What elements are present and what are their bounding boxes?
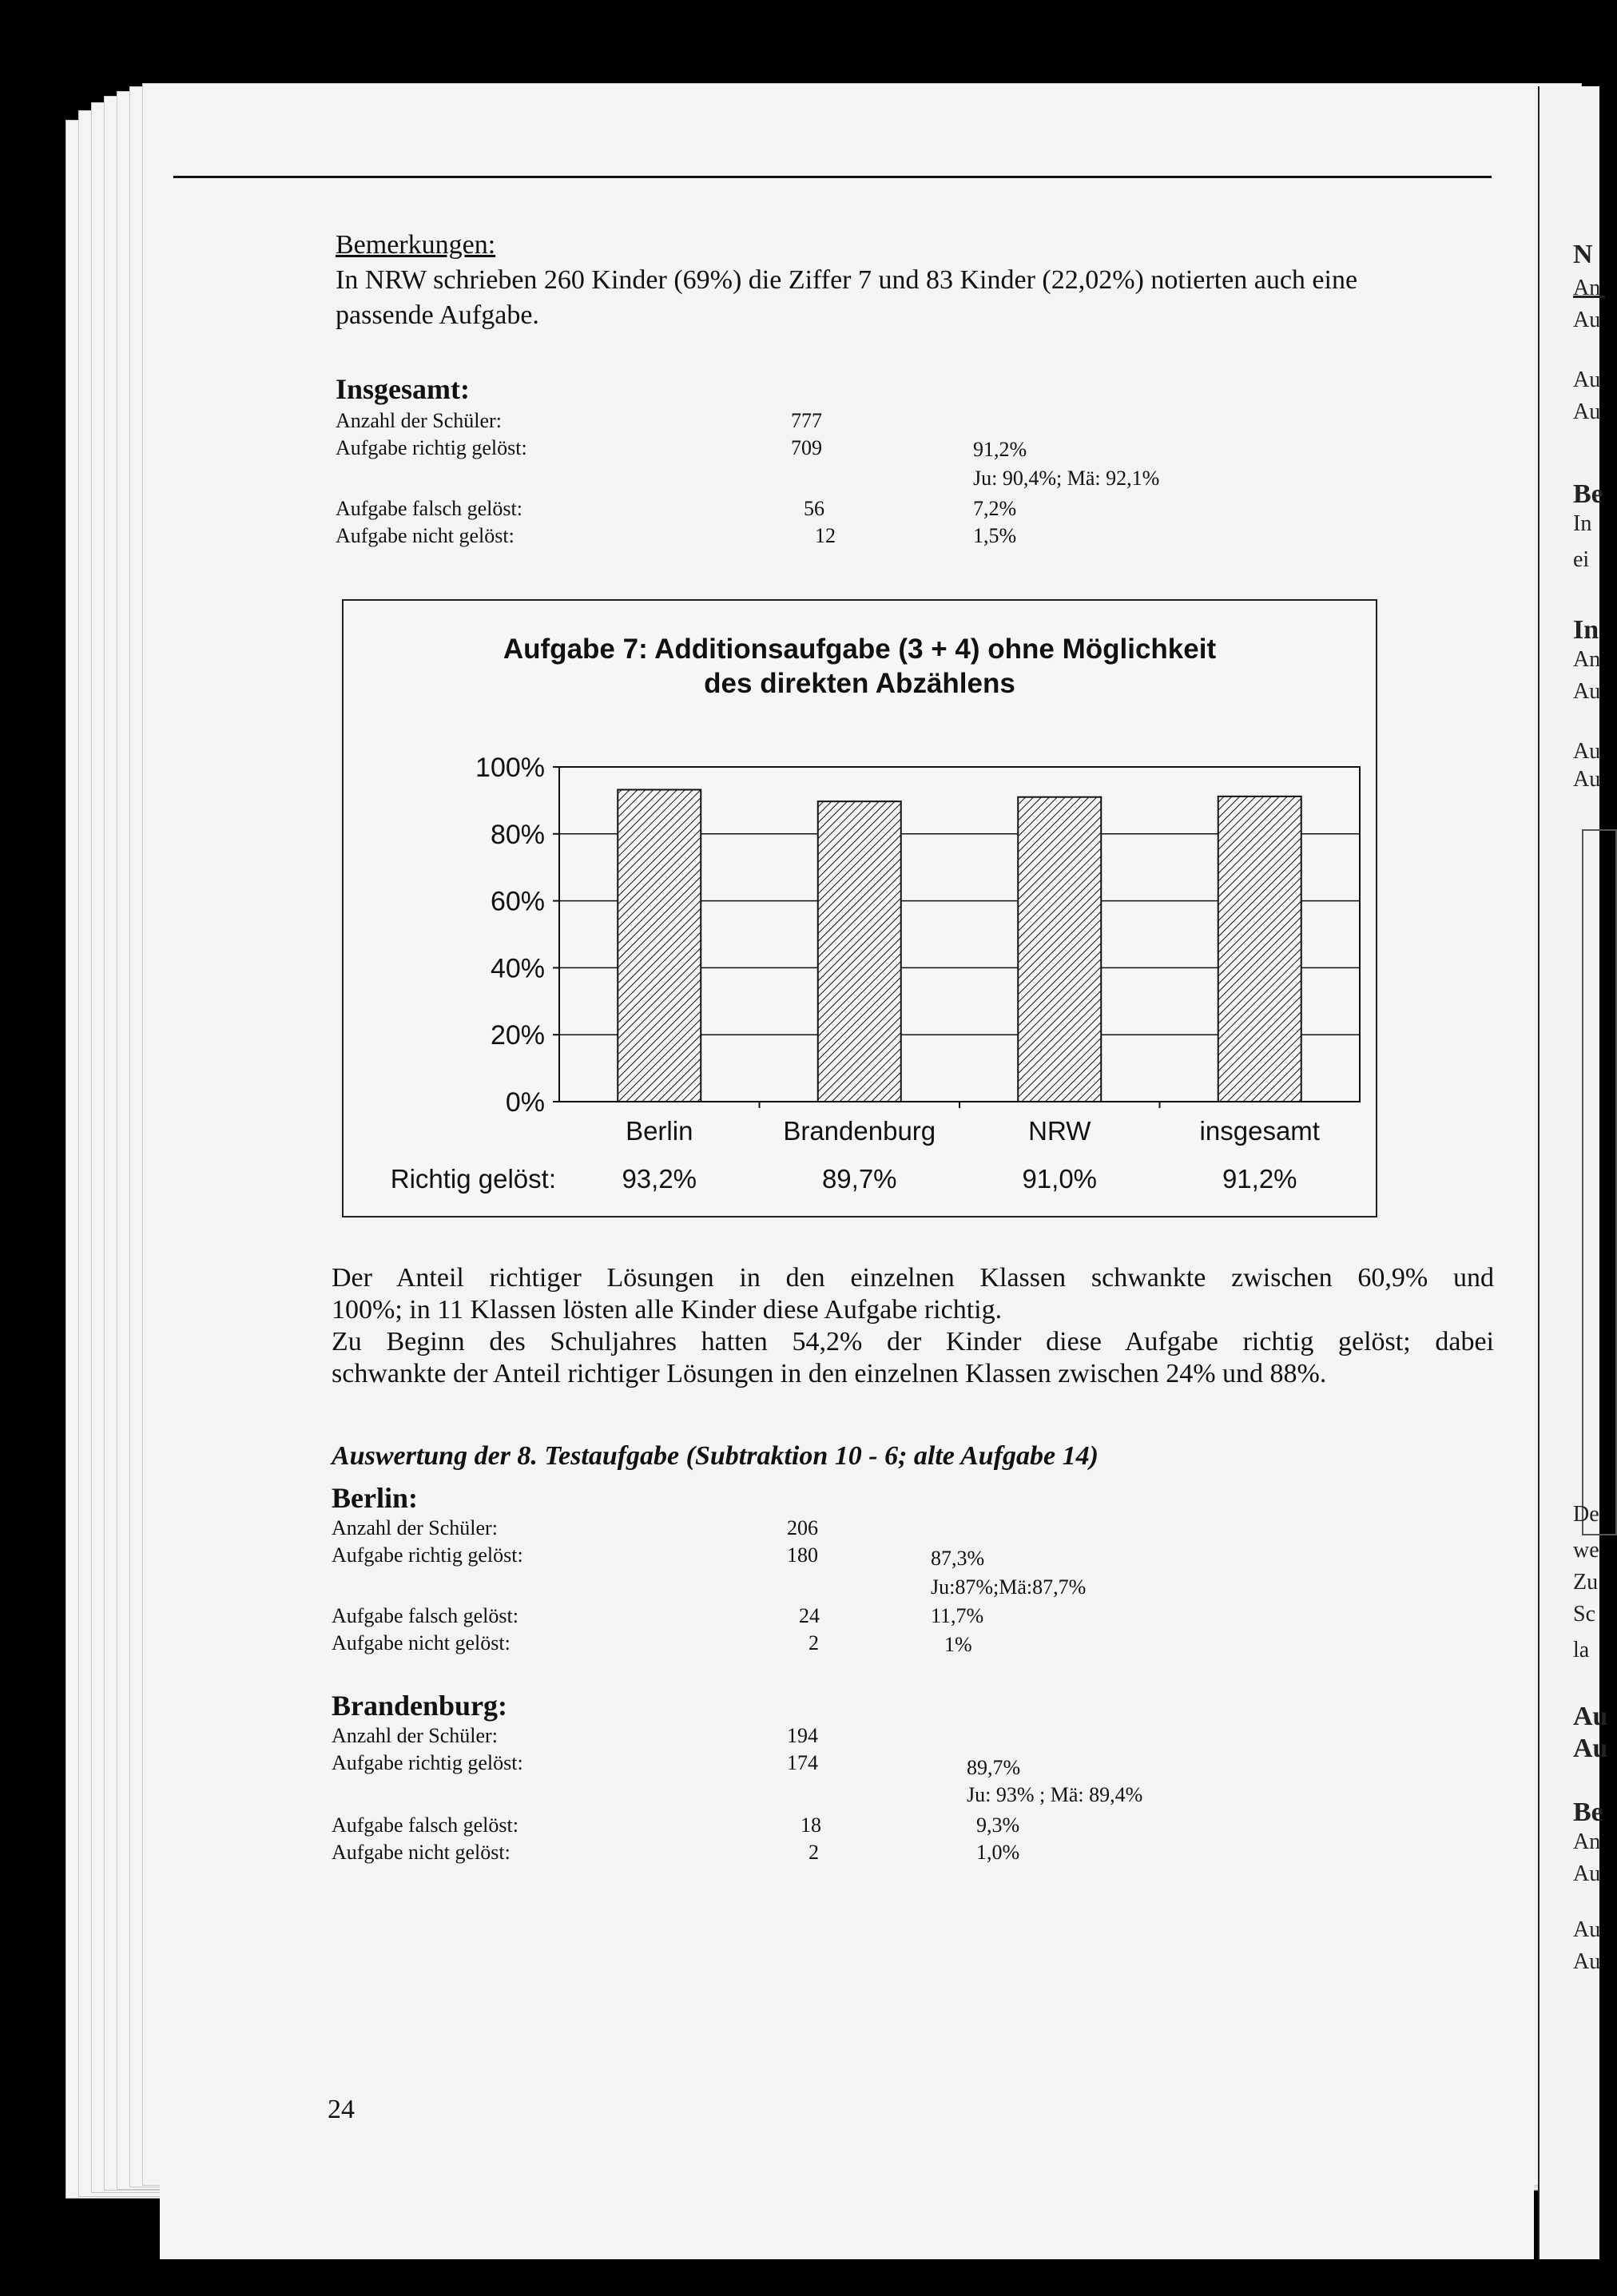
- row-label: Aufgabe richtig gelöst:: [332, 1751, 523, 1774]
- plot-area: [391, 753, 1360, 1194]
- facing-page-fragment: ei: [1573, 547, 1590, 572]
- row-count: 2: [808, 1631, 819, 1654]
- row-percent: 87,3%: [931, 1547, 985, 1570]
- facing-page-fragment: In: [1573, 615, 1599, 645]
- row-count: 709: [791, 436, 822, 459]
- row-count: 56: [804, 497, 824, 520]
- row-label: Anzahl der Schüler:: [336, 409, 502, 432]
- facing-page-fragment: Au: [1573, 399, 1601, 424]
- row-gender-split: Ju: 90,4%; Mä: 92,1%: [973, 467, 1160, 490]
- facing-page-fragment: An: [1573, 276, 1601, 300]
- y-tick-label: 80%: [490, 819, 545, 850]
- row-percent: 9,3%: [976, 1813, 1020, 1837]
- brandenburg-heading: Brandenburg:: [332, 1690, 508, 1722]
- facing-page-fragment: la: [1573, 1638, 1590, 1662]
- facing-page-fragment: Au: [1573, 1861, 1601, 1886]
- row-count: 18: [801, 1813, 821, 1837]
- facing-page-fragment: In: [1573, 511, 1592, 536]
- row-count: 2: [808, 1841, 819, 1864]
- row-percent: 7,2%: [973, 497, 1017, 520]
- page-number: 24: [328, 2095, 355, 2124]
- remarks-heading: Bemerkungen:: [336, 230, 496, 260]
- row-percent: 91,2%: [973, 438, 1027, 461]
- data-label: 93,2%: [622, 1164, 697, 1194]
- facing-page-fragment: Sc: [1573, 1602, 1595, 1627]
- header-rule: [173, 176, 1492, 178]
- category-label: Berlin: [626, 1116, 693, 1146]
- data-label: 91,2%: [1222, 1164, 1297, 1194]
- facing-page-fragment: Be: [1573, 479, 1603, 509]
- bar-chart: [344, 601, 1376, 1216]
- facing-page-fragment: Au: [1573, 1949, 1601, 1974]
- facing-page-fragment: Au: [1573, 739, 1601, 764]
- chart-title: des direkten Abzählens: [704, 668, 1015, 699]
- berlin-heading: Berlin:: [332, 1482, 418, 1514]
- facing-page-fragment: Au: [1573, 1702, 1608, 1731]
- data-label: 89,7%: [821, 1164, 897, 1194]
- chart-frame-edge: [1582, 829, 1617, 1535]
- row-gender-split: Ju:87%;Mä:87,7%: [931, 1575, 1087, 1599]
- facing-page-fragment: De: [1573, 1502, 1599, 1527]
- facing-page-fragment: Au: [1573, 1734, 1608, 1763]
- chart-title: Aufgabe 7: Additionsaufgabe (3 + 4) ohne Möglichkeit: [503, 634, 1217, 665]
- facing-page-fragment: Zu: [1573, 1570, 1599, 1595]
- y-tick-label: 20%: [490, 1020, 545, 1051]
- bar: [1218, 796, 1301, 1102]
- facing-page-fragment: Be: [1573, 1797, 1603, 1827]
- bar: [818, 801, 901, 1102]
- y-tick-label: 60%: [490, 886, 545, 917]
- row-label: Anzahl der Schüler:: [332, 1724, 498, 1747]
- row-label: Aufgabe richtig gelöst:: [336, 436, 527, 459]
- chart-frame: [342, 599, 1377, 1218]
- paragraph-line: Zu Beginn des Schuljahres hatten 54,2% der Kinder diese Aufgabe richtig gelöst; dabei: [332, 1327, 1494, 1357]
- remarks-line: passende Aufgabe.: [336, 300, 539, 330]
- row-percent: 1,5%: [973, 524, 1017, 547]
- row-percent: 89,7%: [967, 1756, 1021, 1779]
- facing-page: [1538, 86, 1608, 2259]
- facing-page-fragment: Au: [1573, 367, 1601, 392]
- y-tick-label: 40%: [490, 953, 545, 984]
- row-gender-split: Ju: 93% ; Mä: 89,4%: [967, 1783, 1143, 1806]
- category-label: NRW: [1028, 1116, 1091, 1146]
- row-label: Aufgabe nicht gelöst:: [336, 524, 514, 547]
- facing-page-fragment: N: [1573, 240, 1593, 269]
- facing-page-fragment: Au: [1573, 767, 1601, 792]
- row-count: 174: [787, 1751, 818, 1774]
- row-label: Aufgabe nicht gelöst:: [332, 1631, 511, 1654]
- y-tick-label: 100%: [475, 753, 545, 783]
- bar: [618, 789, 701, 1102]
- row-label: Anzahl der Schüler:: [332, 1516, 498, 1539]
- category-label: Brandenburg: [783, 1116, 936, 1146]
- row-count: 777: [791, 409, 822, 432]
- row-label: Aufgabe falsch gelöst:: [332, 1604, 518, 1627]
- row-count: 12: [815, 524, 836, 547]
- paragraph-line: 100%; in 11 Klassen lösten alle Kinder diese Aufgabe richtig.: [332, 1295, 1003, 1325]
- paragraph-line: schwankte der Anteil richtiger Lösungen in den einzelnen Klassen zwischen 24% und 88%.: [332, 1359, 1327, 1388]
- facing-page-fragment: Au: [1573, 308, 1601, 332]
- row-count: 206: [787, 1516, 818, 1539]
- facing-page-fragment: An: [1573, 647, 1601, 672]
- row-label: Aufgabe nicht gelöst:: [332, 1841, 511, 1864]
- row-percent: 1%: [944, 1633, 972, 1656]
- row-label: Aufgabe falsch gelöst:: [336, 497, 522, 520]
- row-count: 24: [799, 1604, 820, 1627]
- row-percent: 1,0%: [976, 1841, 1020, 1864]
- facing-page-fragment: An: [1573, 1829, 1601, 1854]
- y-tick-label: 0%: [505, 1087, 545, 1118]
- remarks-line: In NRW schrieben 260 Kinder (69%) die Ziffer 7 und 83 Kinder (22,02%) notierten auch eine: [336, 265, 1358, 295]
- paragraph-line: Der Anteil richtiger Lösungen in den einzelnen Klassen schwankte zwischen 60,9% und: [332, 1263, 1494, 1293]
- row-count: 194: [787, 1724, 818, 1747]
- total-heading: Insgesamt:: [336, 373, 470, 405]
- category-label: insgesamt: [1199, 1116, 1320, 1146]
- row-label: Aufgabe falsch gelöst:: [332, 1813, 518, 1837]
- row-count: 180: [787, 1543, 818, 1567]
- paragraph: [332, 1262, 1494, 1390]
- facing-page-fragment: Au: [1573, 1917, 1601, 1942]
- facing-page-fragment: we: [1573, 1538, 1599, 1563]
- row-label: Richtig gelöst:: [390, 1164, 556, 1194]
- data-label: 91,0%: [1022, 1164, 1098, 1194]
- bar: [1018, 797, 1101, 1102]
- section-heading: Auswertung der 8. Testaufgabe (Subtraktion 10 - 6; alte Aufgabe 14): [332, 1441, 1099, 1471]
- row-label: Aufgabe richtig gelöst:: [332, 1543, 523, 1567]
- facing-page-fragment: Au: [1573, 679, 1601, 704]
- row-percent: 11,7%: [931, 1604, 984, 1627]
